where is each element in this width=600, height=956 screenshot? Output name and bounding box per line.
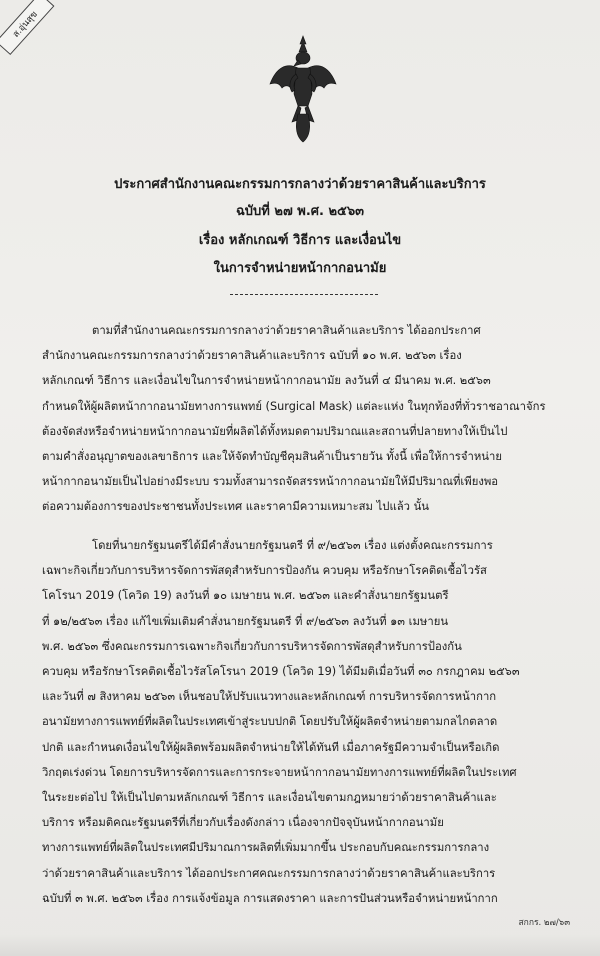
paragraph-line: ทางการแพทย์ที่ผลิตในประเทศมีปริมาณการผลิตที่เพิ่มมากขึ้น ประกอบกับคณะกรรมการกลาง <box>42 841 490 855</box>
paragraph-line: หน้ากากอนามัยเป็นไปอย่างมีระบบ รวมทั้งสามารถจัดสรรหน้ากากอนามัยให้มีปริมาณที่เพียงพอ <box>42 475 499 489</box>
paragraph-line: ตามที่สำนักงานคณะกรรมการกลางว่าด้วยราคาสินค้าและบริการ ได้ออกประกาศ <box>92 324 481 337</box>
title-line-3: เรื่อง หลักเกณฑ์ วิธีการ และเงื่อนไข <box>198 233 402 248</box>
paragraph-line: กำหนดให้ผู้ผลิตหน้ากากอนามัยทางการแพทย์ (Surgical Mask) แต่ละแห่ง ในทุกท้องที่ทั่วราชอาณาจักร <box>42 399 546 413</box>
paragraph-line: ฉบับที่ ๓ พ.ศ. ๒๕๖๓ เรื่อง การแจ้งข้อมูล การแสดงราคา และการปันส่วนหรือจำหน่ายหน้ากาก <box>42 891 498 905</box>
paragraph-line: ในระยะต่อไป ให้เป็นไปตามหลักเกณฑ์ วิธีการ และเงื่อนไขตามกฎหมายว่าด้วยราคาสินค้าและ <box>42 791 497 805</box>
garuda-emblem-icon <box>268 34 338 144</box>
paragraph-line: วิกฤตเร่งด่วน โดยการบริหารจัดการและการกระจายหน้ากากอนามัยทางการแพทย์ที่ผลิตในประเทศ <box>42 765 517 779</box>
document-reference-code: สกกร. ๒๗/๖๓ <box>518 918 570 928</box>
paragraph-line: บริการ หรือมติคณะรัฐมนตรีที่เกี่ยวกับเรื่องดังกล่าว เนื่องจากปัจจุบันหน้ากากอนามัย <box>42 816 444 830</box>
page-edge-shadow <box>0 934 600 956</box>
corner-stamp: ส.อุ่นสุข <box>0 0 54 55</box>
paragraph-line: ที่ ๑๒/๒๕๖๓ เรื่อง แก้ไขเพิ่มเติมคำสั่งนายกรัฐมนตรี ที่ ๙/๒๕๖๓ ลงวันที่ ๑๓ เมษายน <box>42 614 449 628</box>
paragraph-line: ตามคำสั่งอนุญาตของเลขาธิการ และให้จัดทำบัญชีคุมสินค้าเป็นรายวัน ทั้งนี้ เพื่อให้การจำหน่าย <box>42 450 502 464</box>
paragraph-line: ควบคุม หรือรักษาโรคติดเชื้อไวรัสโคโรนา 2019 (โควิด 19) ได้มีมติเมื่อวันที่ ๓๐ กรกฎาคม ๒๕๖๓ <box>42 665 520 679</box>
paragraph-line: อนามัยทางการแพทย์ที่ผลิตในประเทศเข้าสู่ระบบปกติ โดยปรับให้ผู้ผลิตจำหน่ายตามกลไกตลาด <box>42 715 498 729</box>
paragraph-2 <box>42 533 572 911</box>
paragraph-1 <box>42 318 572 520</box>
paragraph-line: หลักเกณฑ์ วิธีการ และเงื่อนไขในการจำหน่ายหน้ากากอนามัย ลงวันที่ ๔ มีนาคม พ.ศ. ๒๕๖๓ <box>42 374 491 388</box>
paragraph-line: และวันที่ ๗ สิงหาคม ๒๕๖๓ เห็นชอบให้ปรับแนวทางและหลักเกณฑ์ การบริหารจัดการหน้ากาก <box>42 690 497 704</box>
paragraph-line: เฉพาะกิจเกี่ยวกับการบริหารจัดการพัสดุสำหรับการป้องกัน ควบคุม หรือรักษาโรคติดเชื้อไวรัส <box>42 564 487 578</box>
paragraph-line: โดยที่นายกรัฐมนตรีได้มีคำสั่งนายกรัฐมนตรี ที่ ๙/๒๕๖๓ เรื่อง แต่งตั้งคณะกรรมการ <box>92 539 493 552</box>
paragraph-line: ต้องจัดส่งหรือจำหน่ายหน้ากากอนามัยที่ผลิตได้ทั้งหมดตามปริมาณและสถานที่ปลายทางให้เป็นไป <box>42 424 508 438</box>
paragraph-line: ปกติ และกำหนดเงื่อนไขให้ผู้ผลิตพร้อมผลิตจำหน่ายให้ได้ทันที เมื่อภาครัฐมีความจำเป็นหรือเกิด <box>42 740 500 754</box>
paragraph-line: ต่อความต้องการของประชาชนทั้งประเทศ และราคามีความเหมาะสม ไปแล้ว นั้น <box>42 500 430 514</box>
title-divider <box>230 294 378 295</box>
paragraph-line: ว่าด้วยราคาสินค้าและบริการ ได้ออกประกาศคณะกรรมการกลางว่าด้วยราคาสินค้าและบริการ <box>42 866 496 880</box>
title-line-1: ประกาศสำนักงานคณะกรรมการกลางว่าด้วยราคาสินค้าและบริการ <box>114 177 486 192</box>
title-line-2: ฉบับที่ ๒๗ พ.ศ. ๒๕๖๓ <box>235 204 365 219</box>
title-line-4: ในการจำหน่ายหน้ากากอนามัย <box>213 261 387 276</box>
paragraph-line: โคโรนา 2019 (โควิด 19) ลงวันที่ ๑๐ เมษายน พ.ศ. ๒๕๖๓ และคำสั่งนายกรัฐมนตรี <box>42 589 449 603</box>
paragraph-line: สำนักงานคณะกรรมการกลางว่าด้วยราคาสินค้าและบริการ ฉบับที่ ๑๐ พ.ศ. ๒๕๖๓ เรื่อง <box>42 349 462 363</box>
paragraph-line: พ.ศ. ๒๕๖๓ ซึ่งคณะกรรมการเฉพาะกิจเกี่ยวกับการบริหารจัดการพัสดุสำหรับการป้องกัน <box>42 639 462 653</box>
